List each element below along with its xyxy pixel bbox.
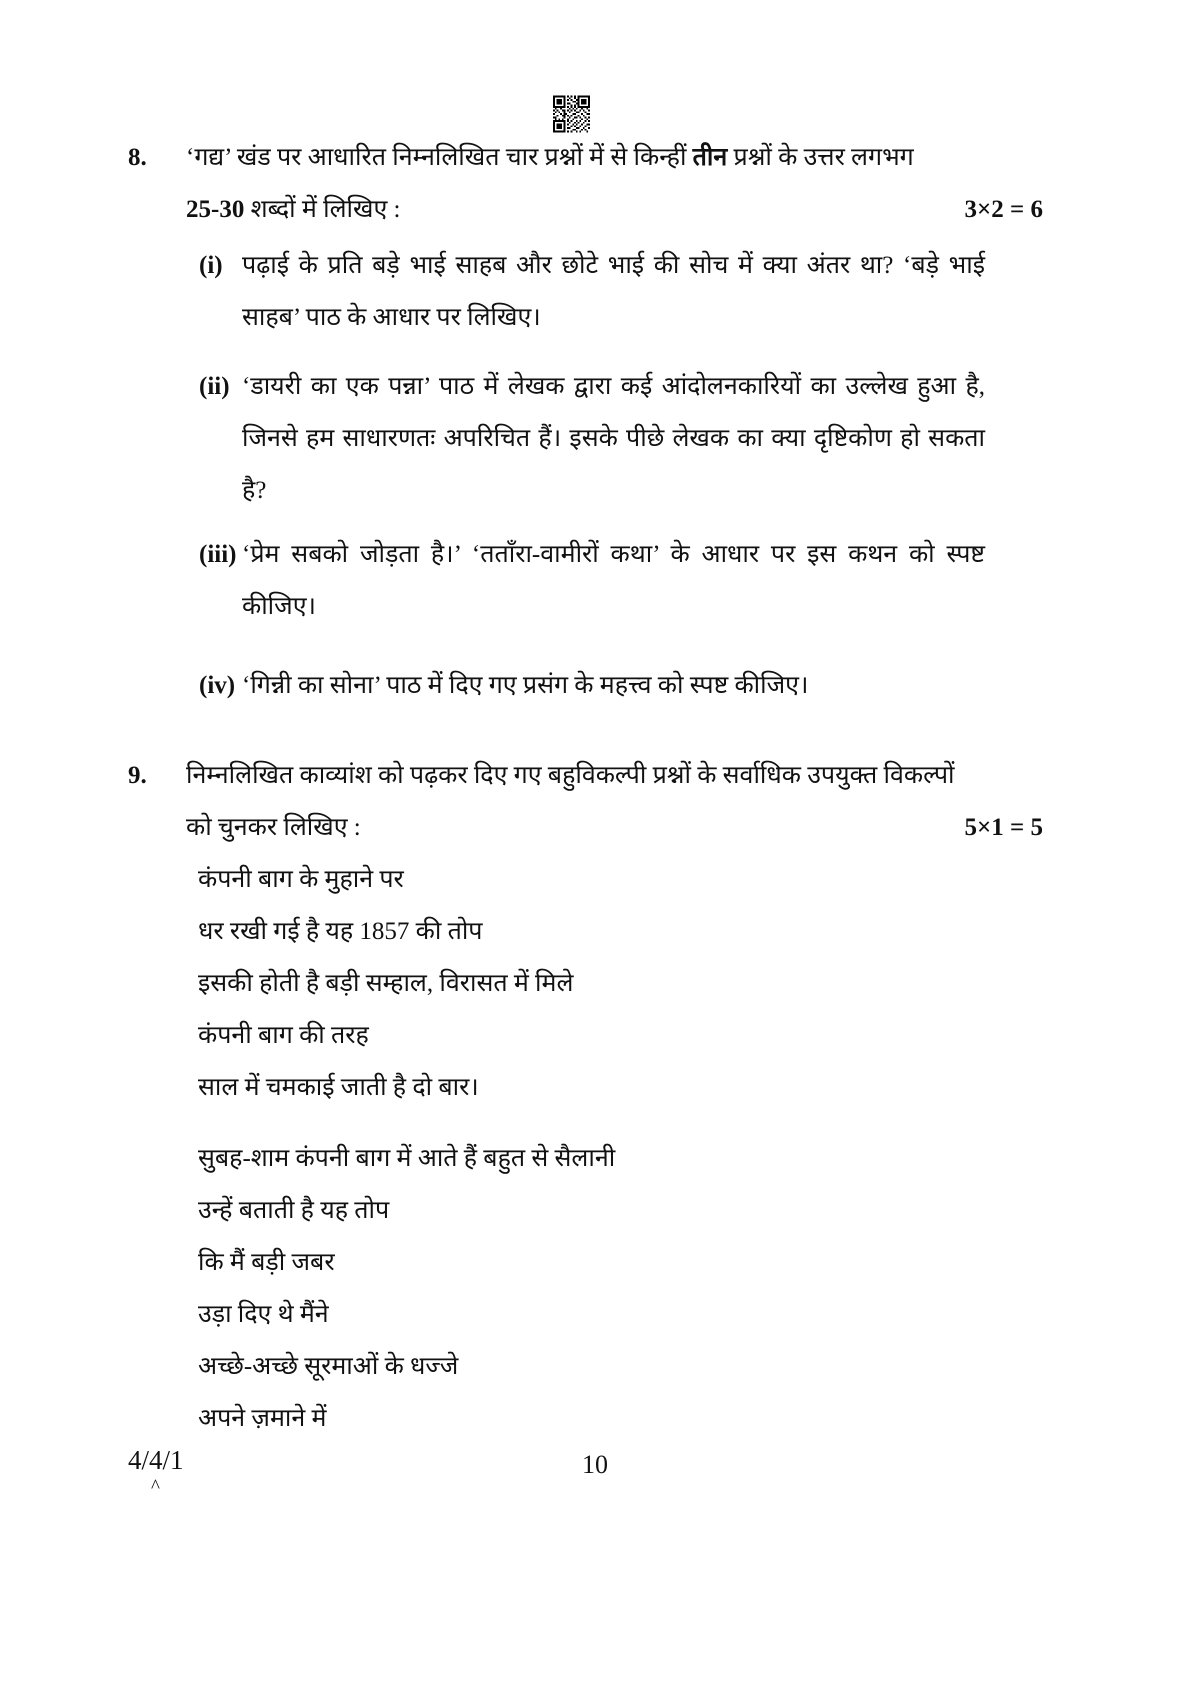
question-8-intro-line2-rest: शब्दों में लिखिए : <box>244 196 401 223</box>
poem-line: कि मैं बड़ी जबर <box>198 1249 335 1276</box>
subquestion-iii <box>186 529 1043 633</box>
question-8-number: 8. <box>128 144 147 171</box>
page-content <box>128 132 1043 1445</box>
question-8-intro-post: प्रश्नों के उत्तर लगभग <box>727 144 914 171</box>
question-9-intro-line1: निम्नलिखित काव्यांश को पढ़कर दिए गए बहुविकल्पी प्रश्नों के सर्वाधिक उपयुक्त विकल्पों <box>186 762 955 789</box>
question-9-intro-line2-text: को चुनकर लिखिए : <box>186 814 361 841</box>
question-9-intro-line2 <box>186 802 1043 854</box>
question-9-body <box>186 750 1043 1445</box>
paper-code: 4/4/1 <box>128 1445 184 1475</box>
question-8-intro-line1 <box>186 132 1043 184</box>
subquestion-iv-text: ‘गिन्नी का सोना’ पाठ में दिए गए प्रसंग के महत्त्व को स्पष्ट कीजिए। <box>242 672 809 699</box>
question-9 <box>128 750 1043 1445</box>
poem-line: धर रखी गई है यह 1857 की तोप <box>198 918 483 945</box>
poem-line: अपने ज़माने में <box>198 1405 327 1432</box>
subquestion-i <box>186 240 1043 344</box>
question-8 <box>128 132 1043 712</box>
poem-excerpt <box>186 854 1043 1445</box>
caret-mark: ^ <box>151 1476 160 1497</box>
subquestion-i-label: (i) <box>199 252 223 279</box>
question-8-intro-pre: ‘गद्य’ खंड पर आधारित निम्नलिखित चार प्रश्नों में से किन्हीं <box>186 144 693 171</box>
poem-stanza-2 <box>198 1133 1043 1445</box>
qr-code-icon <box>553 94 590 134</box>
poem-line: इसकी होती है बड़ी सम्हाल, विरासत में मिले <box>198 970 574 997</box>
poem-stanza-1 <box>198 854 1043 1114</box>
poem-line: उन्हें बताती है यह तोप <box>198 1197 390 1224</box>
question-8-intro-bold: तीन <box>692 144 728 171</box>
subquestion-iii-text: ‘प्रेम सबको जोड़ता है।’ ‘तताँरा-वामीरों कथा’ के आधार पर इस कथन को स्पष्ट कीजिए। <box>242 541 985 620</box>
question-8-marks: 3×2 = 6 <box>964 196 1043 223</box>
subquestion-iii-label: (iii) <box>199 541 237 568</box>
question-8-body <box>186 132 1043 712</box>
page-number: 10 <box>582 1450 608 1479</box>
poem-line: सुबह-शाम कंपनी बाग में आते हैं बहुत से सैलानी <box>198 1145 616 1172</box>
poem-line: अच्छे-अच्छे सूरमाओं के धज्जे <box>198 1353 459 1380</box>
question-8-intro-line2 <box>186 184 1043 236</box>
poem-line: साल में चमकाई जाती है दो बार। <box>198 1074 479 1101</box>
subquestion-i-text: पढ़ाई के प्रति बड़े भाई साहब और छोटे भाई की सोच में क्या अंतर था? ‘बड़े भाई साहब’ पाठ के आधार पर लिखिए। <box>242 252 985 331</box>
subquestion-iv-label: (iv) <box>199 672 236 699</box>
question-9-marks: 5×1 = 5 <box>964 814 1043 841</box>
subquestion-iv <box>186 660 1043 712</box>
subquestion-ii-label: (ii) <box>199 373 230 400</box>
poem-line: कंपनी बाग की तरह <box>198 1022 369 1049</box>
subquestion-ii-text: ‘डायरी का एक पन्ना’ पाठ में लेखक द्वारा कई आंदोलनकारियों का उल्लेख हुआ है, जिनसे हम साधारणतः अपरिचित हैं। इसके पीछे लेखक का क्या दृष्टिकोण हो सकता है? <box>242 373 985 504</box>
subquestion-ii <box>186 361 1043 517</box>
poem-line: उड़ा दिए थे मैंने <box>198 1301 329 1328</box>
question-8-word-limit: 25-30 <box>186 196 245 223</box>
poem-line: कंपनी बाग के मुहाने पर <box>198 866 404 893</box>
question-9-number: 9. <box>128 762 147 789</box>
